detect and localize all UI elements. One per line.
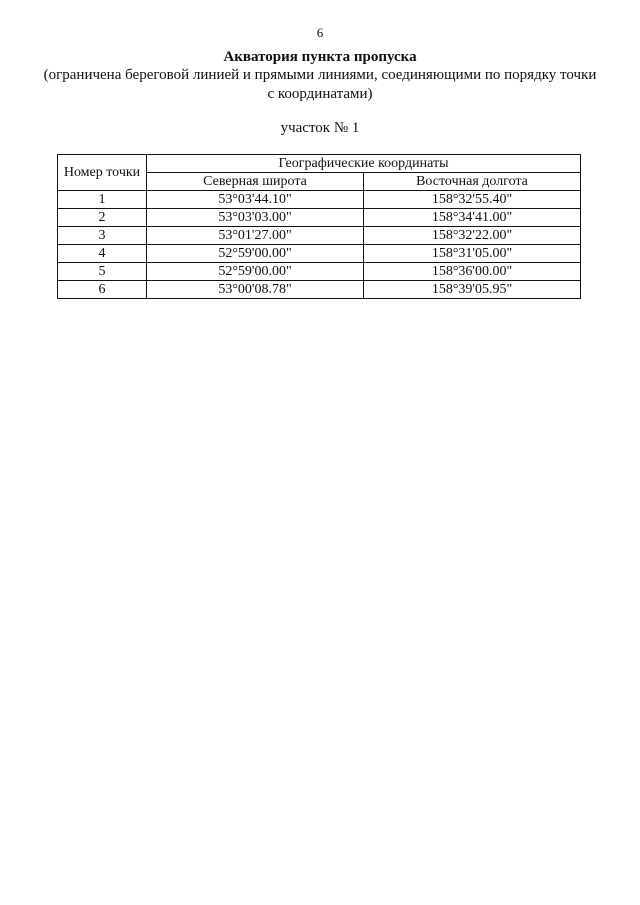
header-point-number: Номер точки [58,155,147,191]
cell-point: 2 [58,209,147,227]
cell-longitude: 158°31'05.00" [364,245,581,263]
cell-latitude: 53°03'03.00" [147,209,364,227]
table-row [58,227,581,245]
cell-latitude: 52°59'00.00" [147,245,364,263]
cell-longitude: 158°39'05.95" [364,281,581,299]
document-subtitle: (ограничена береговой линией и прямыми линиями, соединяющими по порядку точки с координатами) [43,67,597,102]
table-row [58,209,581,227]
header-geo-coordinates: Географические координаты [147,155,581,173]
cell-point: 1 [58,191,147,209]
table-row [58,263,581,281]
table-header-row [58,155,581,173]
cell-point: 4 [58,245,147,263]
cell-latitude: 53°01'27.00" [147,227,364,245]
cell-point: 6 [58,281,147,299]
coordinates-table [57,154,581,299]
cell-latitude: 52°59'00.00" [147,263,364,281]
cell-point: 3 [58,227,147,245]
cell-latitude: 53°03'44.10" [147,191,364,209]
table-row [58,191,581,209]
cell-longitude: 158°34'41.00" [364,209,581,227]
header-longitude: Восточная долгота [364,173,581,191]
header-latitude: Северная широта [147,173,364,191]
section-heading: участок № 1 [280,120,360,136]
document-title: Акватория пункта пропуска [223,49,417,65]
cell-longitude: 158°36'00.00" [364,263,581,281]
cell-point: 5 [58,263,147,281]
cell-longitude: 158°32'55.40" [364,191,581,209]
cell-longitude: 158°32'22.00" [364,227,581,245]
page-number: 6 [316,25,324,40]
table-row [58,245,581,263]
cell-latitude: 53°00'08.78" [147,281,364,299]
table-row [58,281,581,299]
